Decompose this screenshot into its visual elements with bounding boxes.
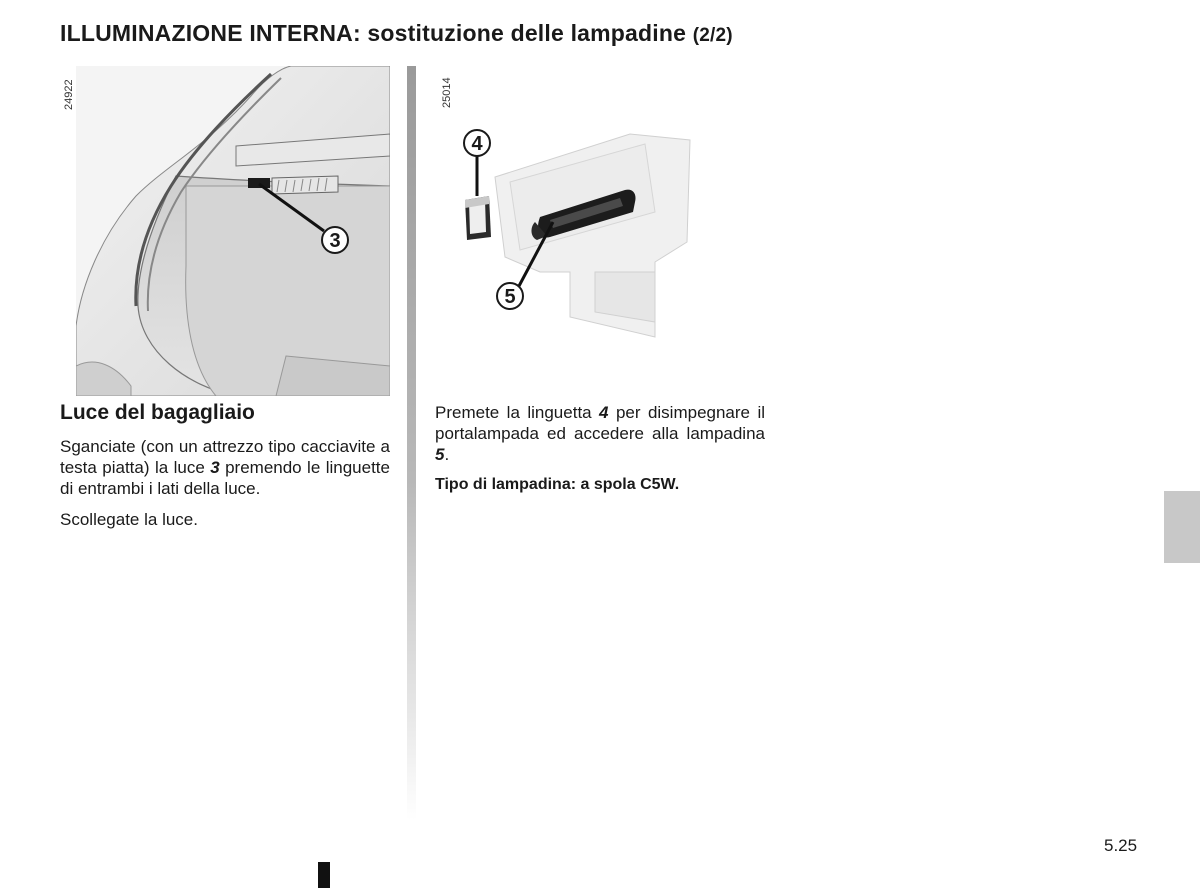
crop-mark bbox=[318, 862, 330, 888]
p3-number-4: 4 bbox=[599, 403, 609, 422]
figure-trunk-illustration bbox=[76, 66, 390, 396]
page-number: 5.25 bbox=[1104, 836, 1138, 855]
p3-text-after: . bbox=[444, 445, 450, 464]
chapter-tab-marker bbox=[1164, 491, 1200, 563]
callout-label-3: 3 bbox=[329, 230, 341, 252]
p3-text-before: Premete la linguetta bbox=[435, 403, 600, 422]
page-title-text: ILLUMINAZIONE INTERNA: sostituzione delle lampadine bbox=[60, 20, 687, 46]
instruction-paragraph-3 bbox=[435, 402, 765, 465]
figure-code-1: 24922 bbox=[63, 79, 75, 110]
page-title bbox=[60, 20, 733, 47]
bulb-type-line: Tipo di lampadina: a spola C5W. bbox=[435, 476, 680, 493]
figure-lamp-holder-illustration bbox=[455, 122, 700, 352]
trunk-illustration-svg bbox=[76, 66, 390, 396]
callout-label-4: 4 bbox=[471, 133, 483, 155]
page-title-suffix: (2/2) bbox=[692, 25, 733, 46]
p1-number-3: 3 bbox=[210, 458, 220, 477]
instruction-paragraph-2: Scollegate la luce. bbox=[60, 510, 198, 529]
p3-number-5: 5 bbox=[435, 445, 445, 464]
callout-label-5: 5 bbox=[504, 286, 516, 308]
figure-code-2: 25014 bbox=[441, 77, 453, 108]
trunk-lamp bbox=[248, 178, 270, 188]
section-heading-luggage-light: Luce del bagagliaio bbox=[60, 401, 255, 424]
p3-text-mid: per disimpegnare il portalampada ed accedere alla lampadina bbox=[435, 403, 765, 443]
p1-text-after: premendo le linguette di entrambi i lati della luce. bbox=[60, 458, 390, 498]
column-divider bbox=[407, 66, 416, 820]
p1-text-before: Sganciate (con un attrezzo tipo cacciavite a testa piatta) la luce bbox=[60, 437, 390, 477]
instruction-paragraph-1 bbox=[60, 436, 390, 499]
lamp-holder-svg bbox=[455, 122, 700, 352]
